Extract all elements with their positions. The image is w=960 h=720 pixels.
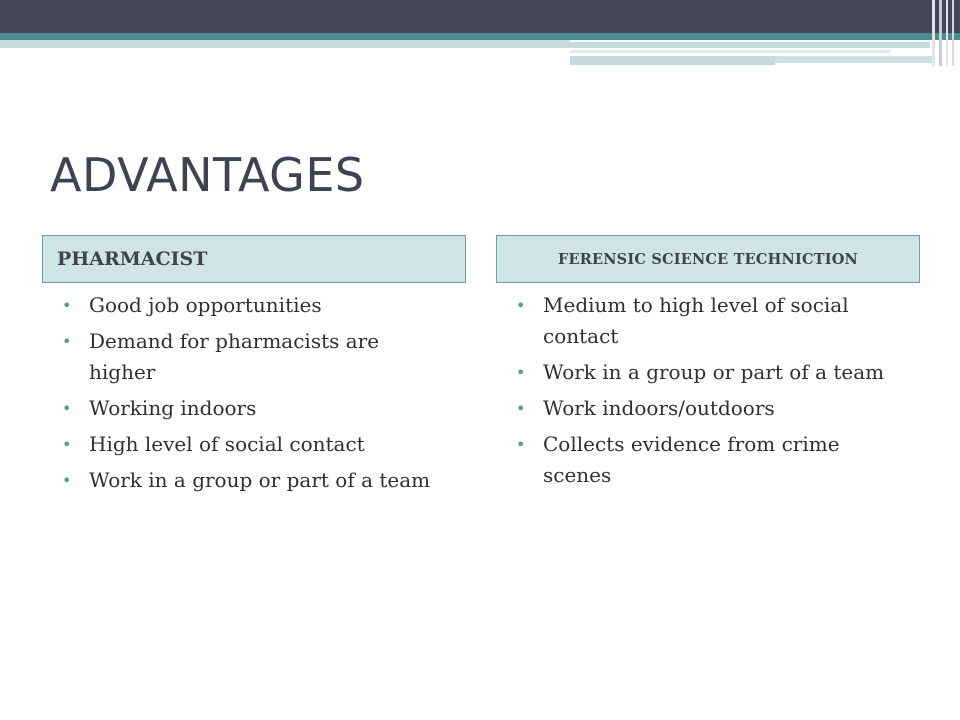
bullet-icon: • [62, 332, 72, 351]
header-band-dark [0, 0, 960, 33]
header-vertical-line [939, 0, 942, 66]
list-item [516, 429, 911, 491]
list-item-text: Work indoors/outdoors [543, 396, 775, 420]
list-item [516, 393, 911, 424]
header-strip [570, 42, 930, 48]
header-vertical-line [952, 0, 954, 66]
header-strip [570, 56, 775, 65]
column-header-forensic: FERENSIC SCIENCE TECHNICTION [496, 235, 920, 283]
header-band-light [0, 40, 570, 48]
header-vertical-line [946, 0, 948, 66]
list-item-text: Medium to high level of social contact [543, 293, 849, 348]
bullet-list-pharmacist [62, 290, 442, 501]
bullet-icon: • [516, 399, 526, 418]
bullet-icon: • [62, 399, 72, 418]
list-item [62, 326, 442, 388]
bullet-icon: • [516, 363, 526, 382]
slide-title: ADVANTAGES [50, 148, 365, 202]
header-vertical-line [932, 0, 935, 66]
header-band-teal [0, 33, 960, 40]
bullet-icon: • [62, 296, 72, 315]
list-item [62, 393, 442, 424]
list-item [516, 357, 911, 388]
bullet-list-forensic [516, 290, 911, 496]
list-item-text: Working indoors [89, 396, 257, 420]
list-item-text: Collects evidence from crime scenes [543, 432, 840, 487]
bullet-icon: • [516, 435, 526, 454]
bullet-icon: • [516, 296, 526, 315]
list-item-text: Work in a group or part of a team [89, 468, 431, 492]
list-item [62, 290, 442, 321]
list-item [62, 465, 442, 496]
column-header-pharmacist: PHARMACIST [42, 235, 466, 283]
bullet-icon: • [62, 435, 72, 454]
header-strip [775, 56, 935, 63]
list-item-text: Demand for pharmacists are higher [89, 329, 380, 384]
list-item [62, 429, 442, 460]
list-item [516, 290, 911, 352]
header-strip [570, 50, 890, 53]
list-item-text: Work in a group or part of a team [543, 360, 885, 384]
list-item-text: Good job opportunities [89, 293, 322, 317]
bullet-icon: • [62, 471, 72, 490]
list-item-text: High level of social contact [89, 432, 365, 456]
